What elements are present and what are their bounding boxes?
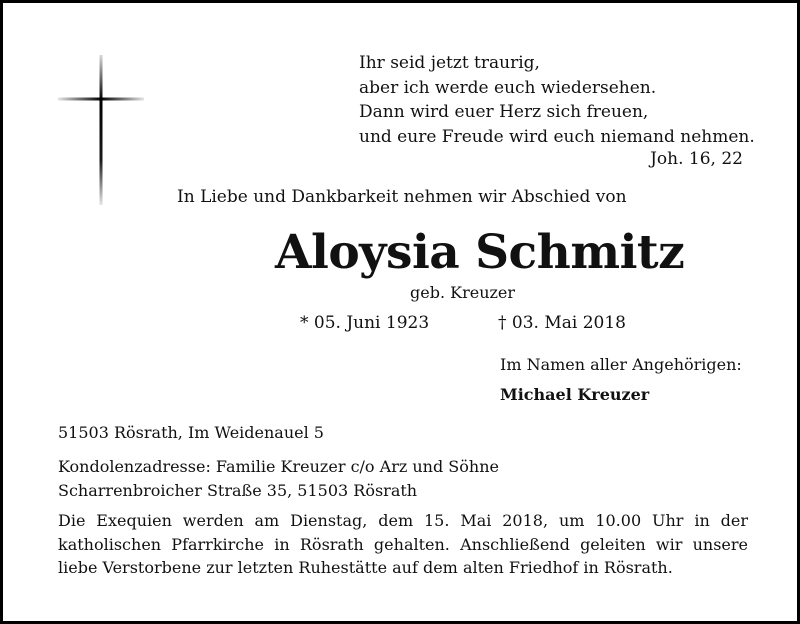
death-date: † 03. Mai 2018 bbox=[498, 313, 626, 333]
signer-name: Michael Kreuzer bbox=[500, 385, 650, 404]
verse-reference: Joh. 16, 22 bbox=[650, 149, 743, 169]
funeral-service-info bbox=[58, 509, 748, 580]
condolence-line-1: Kondolenzadresse: Familie Kreuzer c/o Arz und Söhne bbox=[58, 457, 499, 476]
bible-verse bbox=[359, 51, 755, 149]
service-line-1: Die Exequien werden am Dienstag, dem 15. Mai 2018, um 10.00 Uhr in der bbox=[58, 511, 748, 530]
verse-line-2: aber ich werde euch wiedersehen. bbox=[359, 77, 657, 98]
verse-line-4: und eure Freude wird euch niemand nehmen. bbox=[359, 126, 755, 147]
condolence-address bbox=[58, 455, 499, 502]
verse-line-3: Dann wird euer Herz sich freuen, bbox=[359, 102, 649, 122]
family-address: 51503 Rösrath, Im Weidenauel 5 bbox=[58, 423, 324, 442]
condolence-line-2: Scharrenbroicher Straße 35, 51503 Rösrath bbox=[58, 480, 418, 500]
cross-icon bbox=[58, 55, 144, 205]
maiden-name: geb. Kreuzer bbox=[410, 283, 516, 302]
service-line-2: katholischen Pfarrkirche in Rösrath gehalten. Anschließend geleiten wir unsere bbox=[58, 534, 748, 554]
deceased-name: Aloysia Schmitz bbox=[275, 225, 685, 280]
on-behalf-label: Im Namen aller Angehörigen: bbox=[500, 355, 742, 374]
verse-line-1: Ihr seid jetzt traurig, bbox=[359, 53, 540, 73]
farewell-intro: In Liebe und Dankbarkeit nehmen wir Abschied von bbox=[177, 187, 627, 207]
service-line-3: liebe Verstorbene zur letzten Ruhestätte auf dem alten Friedhof in Rösrath. bbox=[58, 558, 673, 577]
birth-date: * 05. Juni 1923 bbox=[300, 313, 430, 333]
